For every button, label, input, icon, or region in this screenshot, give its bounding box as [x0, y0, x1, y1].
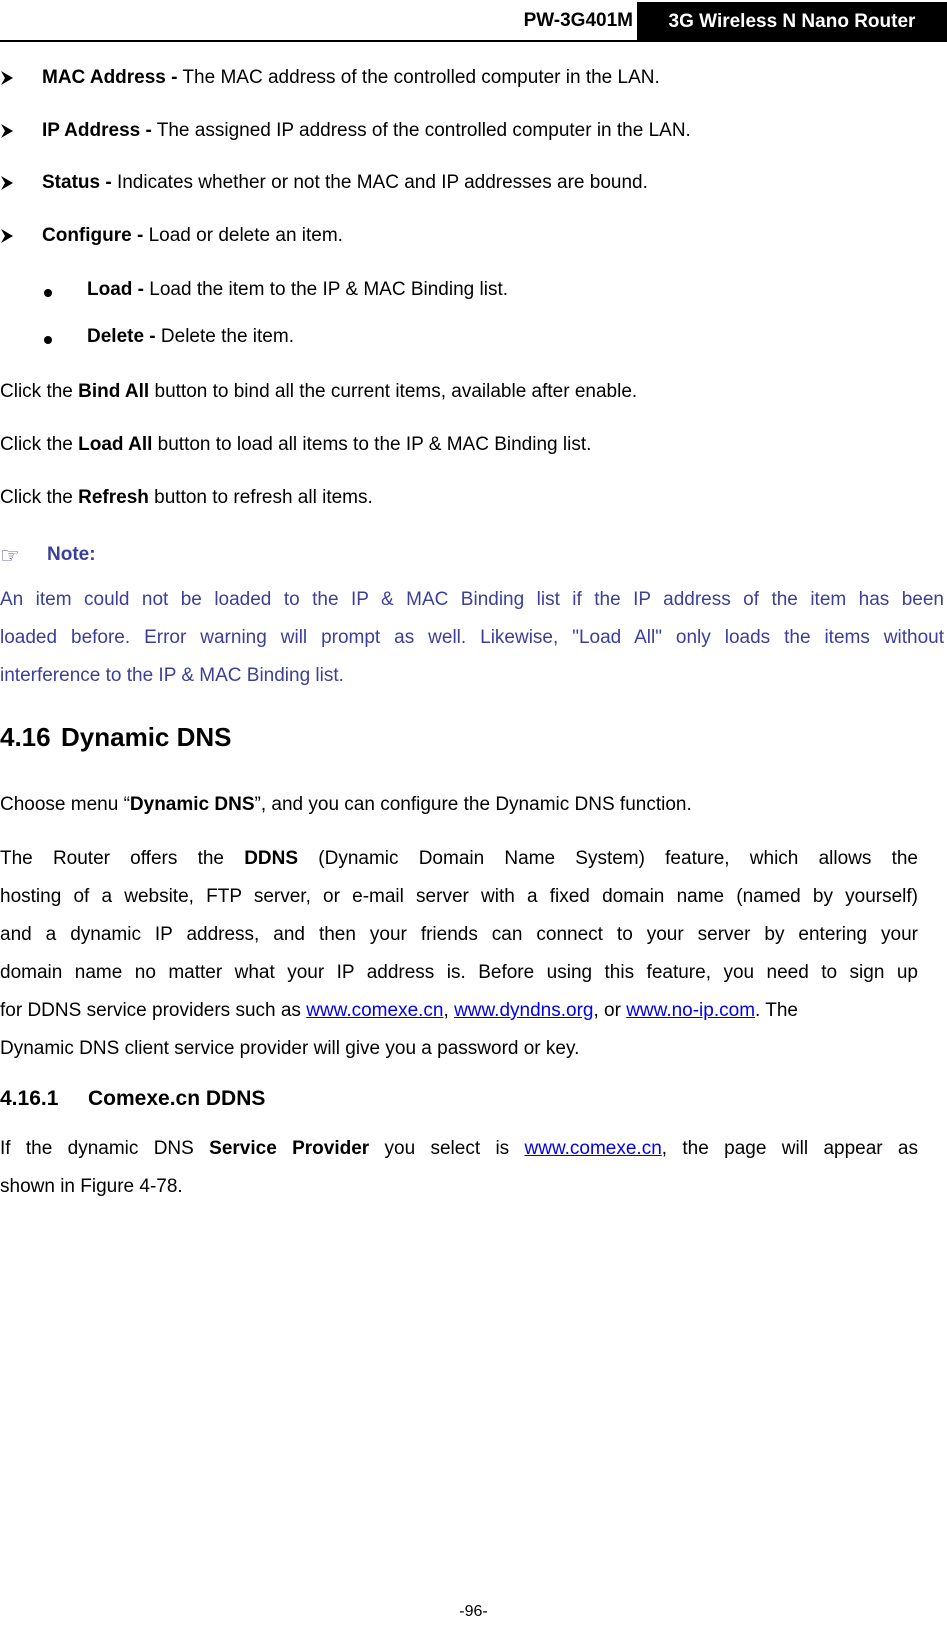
paragraph-bind-all — [0, 381, 637, 403]
section-number: 4.16 — [0, 722, 51, 752]
text: Click the — [0, 487, 79, 508]
field-desc: The assigned IP address of the controlled computer in the LAN. — [151, 120, 691, 141]
field-term: MAC Address - — [42, 67, 178, 88]
note-line: interference to the IP & MAC Binding list. — [0, 665, 344, 686]
section-intro — [0, 794, 692, 816]
sub-item-load — [0, 279, 508, 301]
arrow-bullet-icon — [0, 123, 20, 139]
arrow-bullet-icon — [0, 228, 20, 244]
field-term: IP Address - — [42, 120, 152, 141]
note-body — [0, 581, 944, 695]
link-dyndns[interactable]: www.dyndns.org — [454, 1000, 594, 1021]
ddns-term: DDNS — [244, 848, 299, 869]
menu-name: Dynamic DNS — [129, 794, 255, 815]
header-model: PW-3G401M — [523, 10, 633, 31]
field-term: Status - — [42, 172, 112, 193]
section-heading — [0, 722, 232, 753]
list-item-status — [0, 172, 648, 194]
text: The Router offers the — [0, 848, 245, 869]
text: you select is — [369, 1138, 525, 1159]
note-line: An item could not be loaded to the IP & MAC Binding list if the IP address of the item has been — [0, 589, 944, 610]
text: for DDNS service providers such as — [0, 1000, 307, 1021]
sub-term: Load - — [87, 279, 144, 300]
arrow-bullet-icon — [0, 70, 20, 86]
pointing-hand-icon: ☞ — [0, 543, 20, 568]
text: Choose menu “ — [0, 794, 130, 815]
link-no-ip[interactable]: www.no-ip.com — [626, 1000, 756, 1021]
list-item-mac-address — [0, 67, 660, 89]
subsection-paragraph — [0, 1130, 918, 1206]
subsection-heading — [0, 1087, 265, 1111]
list-item-ip-address — [0, 120, 691, 142]
sub-desc: Load the item to the IP & MAC Binding list. — [144, 279, 509, 300]
page-header — [0, 0, 947, 42]
paragraph-line: and a dynamic IP address, and then your friends can connect to your server by entering your — [0, 924, 918, 945]
paragraph-line: shown in Figure 4-78. — [0, 1176, 183, 1197]
text: . The — [755, 1000, 798, 1021]
subsection-number: 4.16.1 — [0, 1087, 59, 1110]
text: , the page will appear as — [661, 1138, 918, 1159]
link-comexe[interactable]: www.comexe.cn — [306, 1000, 444, 1021]
section-title: Dynamic DNS — [61, 722, 232, 752]
text: If the dynamic DNS — [0, 1138, 210, 1159]
field-term: Configure - — [42, 225, 144, 246]
text: (Dynamic Domain Name System) feature, which allows the — [318, 848, 918, 869]
paragraph-line: hosting of a website, FTP server, or e-mail server with a fixed domain name (named by yourself) — [0, 886, 918, 907]
dot-bullet-icon — [44, 289, 52, 297]
button-term-load-all: Load All — [78, 434, 153, 455]
text: , — [443, 1000, 455, 1021]
subsection-title: Comexe.cn DDNS — [88, 1087, 266, 1110]
field-desc: Indicates whether or not the MAC and IP addresses are bound. — [111, 172, 648, 193]
header-rule — [0, 40, 947, 42]
paragraph-line: Dynamic DNS client service provider will give you a password or key. — [0, 1038, 580, 1059]
paragraph-line — [0, 840, 918, 878]
sub-desc: Delete the item. — [155, 326, 294, 347]
list-item-configure — [0, 225, 343, 247]
header-product-tab: 3G Wireless N Nano Router — [637, 2, 947, 40]
paragraph-line: domain name no matter what your IP address is. Before using this feature, you need to sign up — [0, 962, 918, 983]
text: ”, and you can configure the Dynamic DNS function. — [254, 794, 692, 815]
sub-item-delete — [0, 326, 294, 348]
service-provider-term: Service Provider — [209, 1138, 370, 1159]
arrow-bullet-icon — [0, 175, 20, 191]
text: , or — [593, 1000, 627, 1021]
paragraph-load-all — [0, 434, 591, 456]
text: Click the — [0, 434, 79, 455]
paragraph-refresh — [0, 487, 373, 509]
note-line: loaded before. Error warning will prompt as well. Likewise, "Load All" only loads the items without — [0, 627, 944, 648]
paragraph-line — [0, 1130, 918, 1168]
text: button to bind all the current items, available after enable. — [149, 381, 638, 402]
field-desc: The MAC address of the controlled computer in the LAN. — [177, 67, 660, 88]
text: button to load all items to the IP & MAC Binding list. — [152, 434, 592, 455]
paragraph-line — [0, 992, 918, 1030]
sub-term: Delete - — [87, 326, 156, 347]
button-term-refresh: Refresh — [78, 487, 149, 508]
ddns-paragraph — [0, 840, 918, 1068]
dot-bullet-icon — [44, 336, 52, 344]
page-number: -96- — [459, 1603, 488, 1620]
button-term-bind-all: Bind All — [78, 381, 150, 402]
text: button to refresh all items. — [148, 487, 373, 508]
text: Click the — [0, 381, 79, 402]
field-desc: Load or delete an item. — [143, 225, 343, 246]
note-label: Note: — [47, 544, 96, 565]
link-comexe[interactable]: www.comexe.cn — [524, 1138, 662, 1159]
